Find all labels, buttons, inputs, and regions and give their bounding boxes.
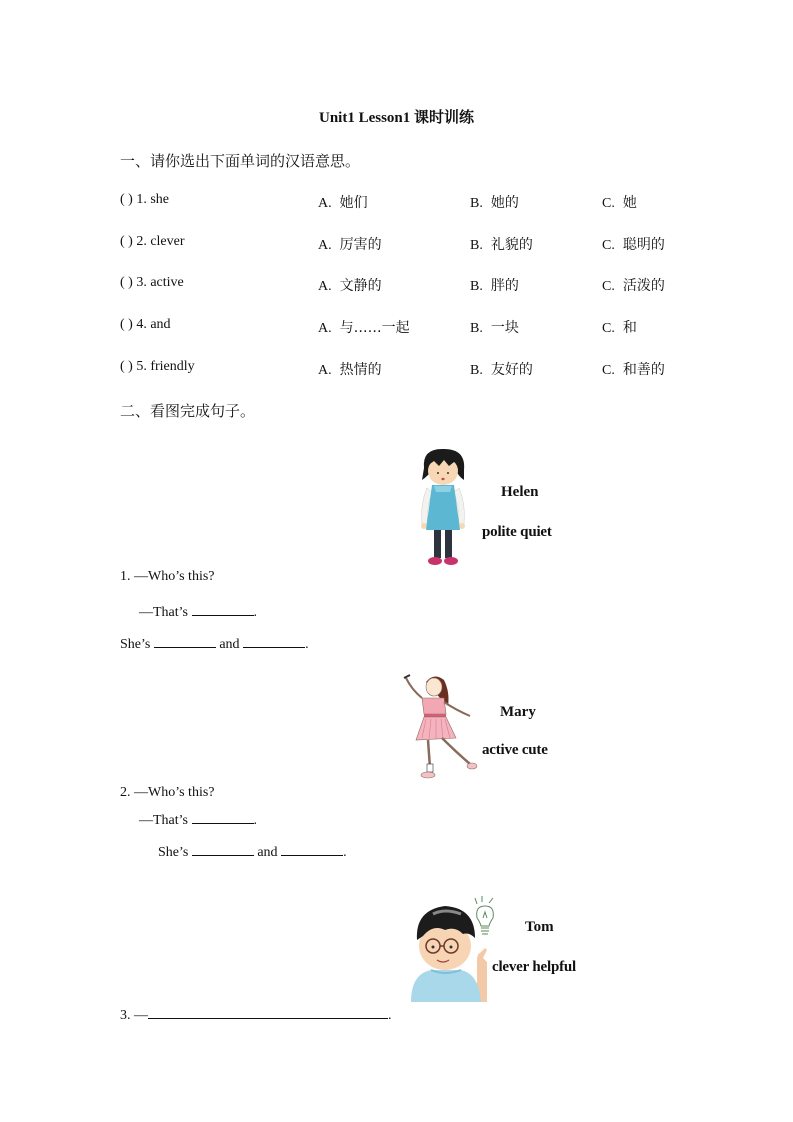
option-a: A. 文静的	[318, 278, 382, 294]
answer-blank[interactable]	[148, 1006, 388, 1019]
answer-blank[interactable]	[192, 843, 254, 856]
character-adjectives: polite quiet	[482, 524, 552, 540]
character-name: Helen	[501, 484, 539, 500]
question-prompt: ( ) 1. she	[120, 192, 169, 207]
dialogue-question: 1. —Who’s this?	[120, 569, 215, 584]
dialogue-question: 2. —Who’s this?	[120, 785, 215, 800]
option-c: C. 和善的	[602, 362, 665, 378]
option-b: B. 友好的	[470, 362, 533, 378]
answer-blank[interactable]	[192, 811, 254, 824]
boy-with-lightbulb-illustration	[405, 892, 505, 1002]
option-b: B. 一块	[470, 320, 519, 336]
girl-in-blue-dress-illustration	[414, 446, 472, 570]
option-c: C. 和	[602, 320, 637, 336]
description-line: She’s and .	[120, 637, 309, 652]
character-name: Mary	[500, 704, 536, 720]
question-prompt: ( ) 4. and	[120, 317, 171, 332]
page-title: Unit1 Lesson1 课时训练	[318, 110, 475, 126]
character-name: Tom	[525, 919, 554, 935]
option-a: A. 热情的	[318, 362, 382, 378]
option-b: B. 胖的	[470, 278, 519, 294]
option-b: B. 她的	[470, 195, 519, 211]
option-c: C. 活泼的	[602, 278, 665, 294]
option-c: C. 她	[602, 195, 637, 211]
question-prompt: ( ) 3. active	[120, 275, 184, 290]
option-c: C. 聪明的	[602, 237, 665, 253]
dancing-girl-illustration	[398, 672, 478, 784]
answer-blank[interactable]	[192, 603, 254, 616]
option-a: A. 她们	[318, 195, 368, 211]
option-a: A. 与……一起	[318, 320, 410, 336]
answer-blank[interactable]	[154, 635, 216, 648]
option-b: B. 礼貌的	[470, 237, 533, 253]
dialogue-answer-line: —That’s .	[139, 813, 257, 828]
section-1-heading: 一、请你选出下面单词的汉语意思。	[120, 152, 361, 170]
question-prompt: ( ) 2. clever	[120, 234, 185, 249]
question-prompt: ( ) 5. friendly	[120, 359, 195, 374]
character-adjectives: active cute	[482, 742, 548, 758]
character-adjectives: clever helpful	[492, 959, 576, 975]
answer-blank[interactable]	[281, 843, 343, 856]
dialogue-answer-line: —That’s .	[139, 605, 257, 620]
description-line: She’s and .	[158, 845, 347, 860]
dialogue-question-line: 3. — .	[120, 1008, 392, 1023]
section-2-heading: 二、看图完成句子。	[120, 402, 256, 420]
answer-blank[interactable]	[243, 635, 305, 648]
option-a: A. 厉害的	[318, 237, 382, 253]
